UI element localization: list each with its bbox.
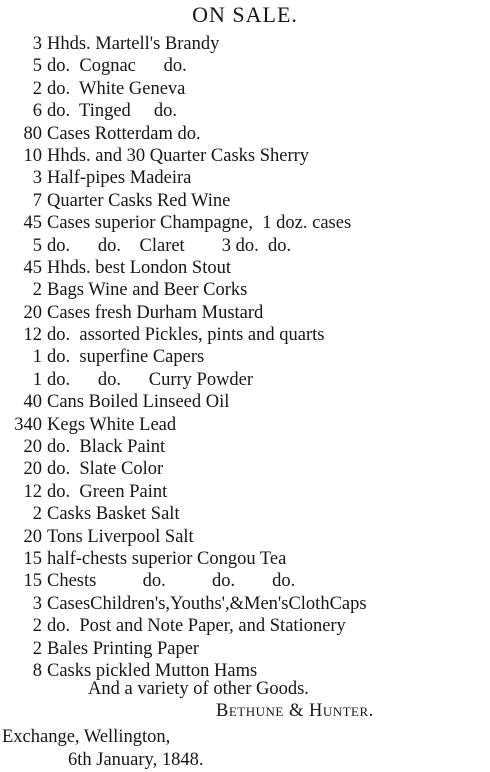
item-description: Bales Printing Paper	[47, 638, 200, 659]
item-quantity: 20	[23, 459, 42, 480]
item-quantity: 3	[32, 593, 42, 614]
list-item	[0, 55, 490, 77]
item-quantity: 80	[23, 123, 42, 144]
list-item	[0, 324, 490, 346]
item-quantity: 1	[32, 347, 42, 368]
item-description: do. Tinged do.	[47, 101, 178, 122]
list-item	[0, 33, 490, 55]
ad-title: ON SALE.	[192, 2, 298, 27]
list-item	[0, 145, 490, 167]
item-quantity: 5	[32, 56, 42, 77]
list-item	[0, 414, 490, 436]
item-description: Tons Liverpool Salt	[47, 526, 194, 547]
item-quantity: 1	[32, 369, 42, 390]
item-description: Kegs White Lead	[47, 414, 177, 435]
list-item	[0, 123, 490, 145]
item-quantity: 340	[14, 414, 42, 435]
list-item	[0, 190, 490, 212]
list-item	[0, 593, 490, 615]
item-quantity: 2	[32, 78, 42, 99]
item-description: do. superfine Capers	[47, 347, 205, 368]
date-line: 6th January, 1848.	[68, 749, 204, 770]
item-quantity: 20	[23, 437, 42, 458]
list-item	[0, 167, 490, 189]
list-item	[0, 481, 490, 503]
list-item	[0, 235, 490, 257]
item-quantity: 45	[23, 257, 42, 278]
item-quantity: 12	[23, 481, 42, 502]
list-item	[0, 436, 490, 458]
item-description: half-chests superior Congou Tea	[47, 548, 287, 569]
item-description: Hhds. and 30 Quarter Casks Sherry	[47, 145, 310, 166]
list-item	[0, 638, 490, 660]
list-item	[0, 100, 490, 122]
item-quantity: 6	[32, 101, 42, 122]
item-quantity: 3	[32, 168, 42, 189]
item-quantity: 3	[32, 34, 42, 54]
item-description: do. do. Claret 3 do. do.	[47, 235, 292, 256]
list-item	[0, 526, 490, 548]
item-quantity: 2	[32, 638, 42, 659]
list-item	[0, 458, 490, 480]
item-description: Cases fresh Durham Mustard	[47, 302, 264, 323]
item-quantity: 40	[23, 392, 42, 413]
item-description: do. Slate Color	[47, 459, 164, 480]
item-quantity: 2	[32, 616, 42, 637]
item-description: do. do. Curry Powder	[47, 369, 254, 390]
item-description: do. White Geneva	[47, 78, 186, 99]
list-item	[0, 369, 490, 391]
item-description: Bags Wine and Beer Corks	[47, 280, 248, 301]
list-item	[0, 503, 490, 525]
firm-signature: Bethune & Hunter.	[216, 701, 374, 722]
item-description: Chests do. do. do.	[47, 571, 296, 592]
item-quantity: 15	[23, 571, 42, 592]
list-item	[0, 570, 490, 592]
item-quantity: 2	[32, 280, 42, 301]
item-description: Cases Rotterdam do.	[47, 123, 201, 144]
variety-line: And a variety of other Goods.	[88, 679, 309, 699]
item-description: Half-pipes Madeira	[47, 168, 192, 189]
item-description: Hhds. Martell's Brandy	[47, 34, 220, 54]
item-quantity: 12	[23, 325, 42, 346]
item-description: Cans Boiled Linseed Oil	[47, 392, 230, 413]
ad-footer	[0, 679, 490, 771]
item-description: Casks Basket Salt	[47, 504, 180, 525]
item-quantity: 20	[23, 302, 42, 323]
item-quantity: 45	[23, 213, 42, 234]
item-quantity: 15	[23, 548, 42, 569]
list-item	[0, 257, 490, 279]
item-quantity: 2	[32, 504, 42, 525]
item-list	[0, 33, 490, 682]
list-item	[0, 279, 490, 301]
item-description: do. Black Paint	[47, 437, 166, 458]
item-description: Hhds. best London Stout	[47, 257, 231, 278]
list-item	[0, 391, 490, 413]
item-description: Cases superior Champagne, 1 doz. cases	[47, 213, 352, 234]
item-quantity: 8	[32, 660, 42, 681]
item-quantity: 20	[23, 526, 42, 547]
item-quantity: 7	[32, 190, 42, 211]
list-item	[0, 615, 490, 637]
list-item	[0, 302, 490, 324]
item-description: do. Post and Note Paper, and Stationery	[47, 616, 346, 637]
list-item	[0, 212, 490, 234]
item-quantity: 10	[23, 145, 42, 166]
item-description: Quarter Casks Red Wine	[47, 190, 231, 211]
item-description: Casks pickled Mutton Hams	[47, 660, 258, 681]
item-description: do. assorted Pickles, pints and quarts	[47, 325, 325, 346]
list-item	[0, 346, 490, 368]
place-line: Exchange, Wellington,	[2, 727, 171, 748]
list-item	[0, 548, 490, 570]
item-description: do. Green Paint	[47, 481, 168, 502]
item-description: do. Cognac do.	[47, 56, 187, 77]
list-item	[0, 78, 490, 100]
item-quantity: 5	[32, 235, 42, 256]
item-description: CasesChildren's,Youths',&Men'sClothCaps	[47, 593, 367, 614]
